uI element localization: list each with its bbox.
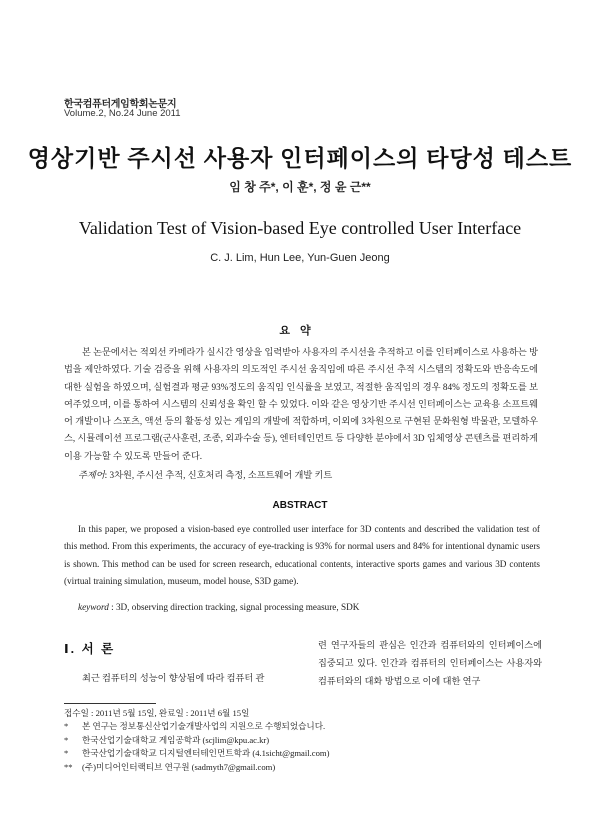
body-column-left [64,669,298,687]
footnote-line [64,747,329,760]
footnote-text: 접수일 : 2011년 5월 15일, 완료일 : 2011년 6월 15일 [64,708,250,718]
abstract-korean [64,344,538,465]
intro-text-left: 최근 컴퓨터의 성능이 향상됨에 따라 컴퓨터 관 [82,673,265,683]
paper-title-korean: 영상기반 주시선 사용자 인터페이스의 타당성 테스트 [27,146,573,171]
keywords-korean-label: 주제어 [78,470,105,480]
keywords-korean-list: : 3차원, 주시선 추적, 신호처리 측정, 소프트웨어 개발 키트 [104,470,333,480]
footnote-text: 한국산업기술대학교 디지털엔터테인먼트학과 (4.1sicht@gmail.com) [82,748,330,759]
footnote-mark: * [64,734,69,745]
abstract-english-text: In this paper, we proposed a vision-based eye controlled user interface for 3D contents and described the validation test of this method. From this experiments, the accuracy of eye-tracking is 93% for normal users and 84% for intentional dynamic users is shown. This method can be used for screen research, educational contents, interactive sports games and various 3D contents (virtual training simulation, museum, model house, S3D game). [64,524,540,586]
keywords-english-list: : 3D, observing direction tracking, signal processing measure, SDK [108,602,360,612]
footnote-line [64,761,329,774]
footnote-text: (주)미디어인터랙티브 연구원 (sadmyth7@gmail.com) [82,761,276,772]
authors-english: C. J. Lim, Hun Lee, Yun-Guen Jeong [210,252,390,264]
authors-korean: 임 창 주*, 이 훈*, 정 윤 근** [229,180,371,194]
keywords-korean [78,467,332,481]
footnote-mark: ** [64,761,73,772]
footnote-line [64,720,329,733]
footnotes [64,707,329,774]
footnote-mark: * [64,721,69,732]
abstract-english [64,521,540,590]
section-heading-introduction: Ⅰ. 서 론 [64,642,116,656]
footnote-line [64,734,329,747]
keywords-english [78,602,359,612]
footnote-line [64,707,329,720]
journal-name: 한국컴퓨터게임학회논문지 [64,99,177,110]
footnote-text: 한국산업기술대학교 게임공학과 (scjlim@kpu.ac.kr) [82,734,270,745]
keywords-english-label: keyword [78,602,109,612]
body-column-right [318,636,542,690]
abstract-english-heading: ABSTRACT [272,500,328,511]
footnote-divider [64,703,156,704]
footnote-text: 본 연구는 정보통신산업기술개발사업의 지원으로 수행되었습니다. [82,721,326,732]
footnote-mark: * [64,748,69,759]
abstract-korean-text: 본 논문에서는 적외선 카메라가 실시간 영상을 입력받아 사용자의 주시선을 추적하고 이를 인터페이스로 사용하는 방법을 제안하였다. 기술 검증을 위해 사용자의 의도적인 주시선 움직임에 따른 주시선 추적 시스템의 정확도와 반응속도에 대한 실험을 하였으며, 실험결과 평균 93%정도의 움직임 인식률을 보였고, 적절한 움직임의 경우 84% 정도의 정확도를 보여주었으며, 이를 통하여 시스템의 신뢰성을 확인 할 수 있었다. 이와 같은 영상기반 주시선 인터페이스는 교육용 소프트웨어 개발이나 스포츠, 액션 등의 활동성 있는 게임의 개발에 적합하며, 이외에 3차원으로 구현된 문화원형 박물관, 모델하우스, 시뮬레이션 프로그램(군사훈련, 조종, 외과수술 등), 엔터테인먼트 등 다양한 분야에서 3D 입체영상 콘텐츠를 편리하게 이용 가능할 수 있도록 만들어 준다. [64,347,538,461]
paper-title-english: Validation Test of Vision-based Eye controlled User Interface [78,218,522,238]
abstract-korean-heading: 요약 [279,325,321,337]
journal-volume: Volume.2, No.24 June 2011 [64,108,181,119]
intro-text-right: 련 연구자들의 관심은 인간과 컴퓨터와의 인터페이스에 집중되고 있다. 인간과 컴퓨터의 인터페이스는 사용자와 컴퓨터와의 대화 방법으로 이에 대한 연구 [318,640,542,686]
